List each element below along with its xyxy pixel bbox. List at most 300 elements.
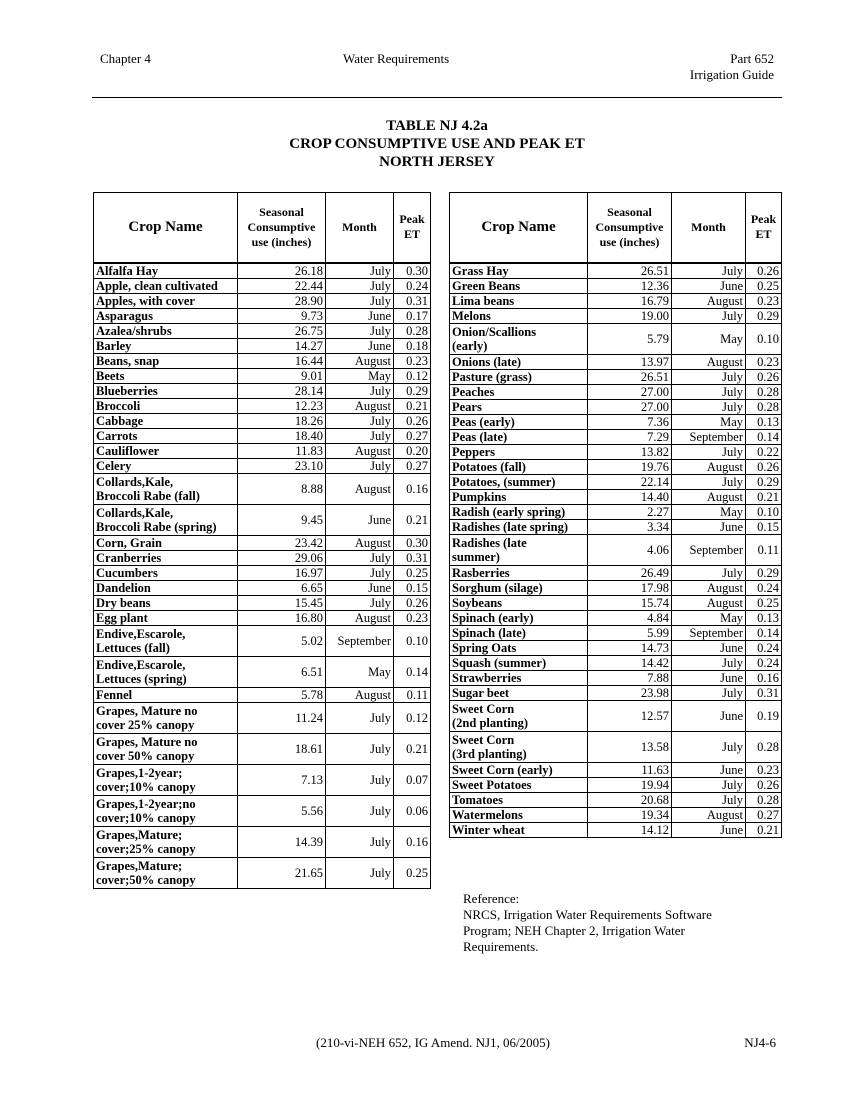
crop-name-cell <box>94 443 238 458</box>
crop-name-line: Celery <box>96 458 132 473</box>
seasonal-use-cell: 19.76 <box>588 459 672 474</box>
peak-et-cell: 0.13 <box>746 610 782 625</box>
footer-page-number: NJ4-6 <box>744 1035 776 1050</box>
crop-name-line: Endive,Escarole, <box>96 657 186 672</box>
seasonal-use-cell: 6.65 <box>238 580 326 595</box>
peak-et-cell: 0.29 <box>746 308 782 323</box>
month-cell: June <box>672 762 746 777</box>
reference-label: Reference: <box>463 891 520 906</box>
crop-name-line: Pumpkins <box>452 489 507 504</box>
peak-et-cell: 0.21 <box>394 504 431 535</box>
seasonal-use-cell: 5.78 <box>238 687 326 702</box>
table-row <box>450 655 782 670</box>
header-guide-name: Irrigation Guide <box>689 67 774 82</box>
peak-et-cell: 0.12 <box>394 368 431 383</box>
crop-name-cell <box>450 278 588 293</box>
peak-et-cell: 0.18 <box>394 338 431 353</box>
table-row <box>450 534 782 565</box>
crop-name-line: Grapes,1-2year; <box>96 765 183 780</box>
footer-citation: (210-vi-NEH 652, IG Amend. NJ1, 06/2005) <box>316 1035 550 1050</box>
crop-name-cell <box>450 640 588 655</box>
table-row <box>94 338 431 353</box>
table-row <box>94 565 431 580</box>
peak-et-cell: 0.12 <box>394 702 431 733</box>
seasonal-use-cell: 5.99 <box>588 625 672 640</box>
peak-et-cell: 0.16 <box>394 473 431 504</box>
crop-rows-left <box>94 263 431 889</box>
peak-et-cell: 0.21 <box>394 733 431 764</box>
seasonal-use-cell: 19.34 <box>588 807 672 822</box>
table-row <box>94 398 431 413</box>
crop-rows-right <box>450 263 782 838</box>
month-cell: August <box>672 489 746 504</box>
seasonal-use-cell: 13.58 <box>588 731 672 762</box>
month-cell: June <box>326 338 394 353</box>
seasonal-use-cell: 21.65 <box>238 857 326 888</box>
crop-name-cell <box>450 777 588 792</box>
month-cell: August <box>672 459 746 474</box>
month-cell: July <box>672 308 746 323</box>
peak-et-cell: 0.26 <box>746 777 782 792</box>
table-row <box>94 795 431 826</box>
table-row <box>94 625 431 656</box>
table-row <box>94 263 431 279</box>
crop-name-line: Peppers <box>452 444 496 459</box>
peak-et-cell: 0.11 <box>746 534 782 565</box>
seasonal-use-cell: 14.42 <box>588 655 672 670</box>
month-cell: May <box>326 656 394 687</box>
crop-name-cell <box>450 293 588 308</box>
crop-name-line: Sugar beet <box>452 685 510 700</box>
table-row <box>94 687 431 702</box>
crop-name-line: Broccoli Rabe (spring) <box>96 519 217 534</box>
col-crop-name: Crop Name <box>450 193 588 263</box>
seasonal-use-cell: 3.34 <box>588 519 672 534</box>
peak-et-cell: 0.29 <box>746 565 782 580</box>
seasonal-use-cell: 8.88 <box>238 473 326 504</box>
crop-name-cell <box>450 792 588 807</box>
crop-name-line: Grapes,1-2year;no <box>96 796 196 811</box>
header-part-number: Part 652 <box>730 51 774 66</box>
seasonal-use-cell: 28.14 <box>238 383 326 398</box>
month-cell: July <box>326 826 394 857</box>
crop-name-line: Alfalfa Hay <box>96 263 159 278</box>
month-cell: July <box>326 383 394 398</box>
month-cell: July <box>326 293 394 308</box>
seasonal-use-cell: 18.26 <box>238 413 326 428</box>
crop-name-cell <box>450 762 588 777</box>
table-row <box>94 733 431 764</box>
month-cell: May <box>672 414 746 429</box>
month-cell: September <box>672 429 746 444</box>
crop-name-cell <box>94 368 238 383</box>
peak-et-cell: 0.10 <box>394 625 431 656</box>
month-cell: August <box>672 595 746 610</box>
month-cell: July <box>326 413 394 428</box>
crop-name-cell <box>450 444 588 459</box>
seasonal-use-cell: 16.80 <box>238 610 326 625</box>
crop-name-cell <box>94 323 238 338</box>
crop-name-line: cover;50% canopy <box>96 872 196 887</box>
seasonal-use-cell: 6.51 <box>238 656 326 687</box>
peak-et-cell: 0.26 <box>746 369 782 384</box>
col-peak-et: Peak ET <box>394 193 431 263</box>
seasonal-use-cell: 2.27 <box>588 504 672 519</box>
peak-et-cell: 0.26 <box>746 459 782 474</box>
peak-et-cell: 0.28 <box>394 323 431 338</box>
month-cell: May <box>672 323 746 354</box>
table-row <box>450 670 782 685</box>
month-cell: August <box>326 398 394 413</box>
crop-name-cell <box>450 474 588 489</box>
seasonal-use-cell: 26.51 <box>588 369 672 384</box>
month-cell: July <box>326 550 394 565</box>
crop-name-cell <box>450 565 588 580</box>
peak-et-cell: 0.28 <box>746 792 782 807</box>
table-row <box>450 685 782 700</box>
crop-name-cell <box>450 308 588 323</box>
table-row <box>450 625 782 640</box>
crop-name-cell <box>94 687 238 702</box>
seasonal-use-cell: 13.82 <box>588 444 672 459</box>
crop-name-cell <box>94 458 238 473</box>
peak-et-cell: 0.19 <box>746 700 782 731</box>
peak-et-cell: 0.16 <box>394 826 431 857</box>
crop-name-cell <box>450 354 588 369</box>
crop-name-line: summer) <box>452 549 500 564</box>
month-cell: July <box>672 384 746 399</box>
month-cell: June <box>672 278 746 293</box>
crop-name-line: Cranberries <box>96 550 162 565</box>
crop-name-line: Green Beans <box>452 278 521 293</box>
col-month: Month <box>672 193 746 263</box>
crop-name-line: Collards,Kale, <box>96 505 174 520</box>
table-row <box>94 383 431 398</box>
crop-name-line: Spring Oats <box>452 640 517 655</box>
crop-name-line: Sweet Corn <box>452 732 515 747</box>
crop-name-line: Corn, Grain <box>96 535 162 550</box>
month-cell: July <box>326 795 394 826</box>
peak-et-cell: 0.20 <box>394 443 431 458</box>
crop-name-line: Onion/Scallions <box>452 324 537 339</box>
peak-et-cell: 0.31 <box>394 550 431 565</box>
table-row <box>450 293 782 308</box>
crop-name-cell <box>450 429 588 444</box>
peak-et-cell: 0.23 <box>394 353 431 368</box>
month-cell: June <box>326 580 394 595</box>
table-row <box>450 610 782 625</box>
peak-et-cell: 0.31 <box>394 293 431 308</box>
title-line-3: NORTH JERSEY <box>379 154 495 170</box>
crop-name-cell <box>450 263 588 279</box>
seasonal-use-cell: 15.45 <box>238 595 326 610</box>
crop-name-line: Radish (early spring) <box>452 504 566 519</box>
peak-et-cell: 0.24 <box>394 278 431 293</box>
month-cell: July <box>672 731 746 762</box>
peak-et-cell: 0.06 <box>394 795 431 826</box>
peak-et-cell: 0.23 <box>746 293 782 308</box>
month-cell: July <box>326 857 394 888</box>
table-row <box>450 459 782 474</box>
crop-name-line: Lettuces (fall) <box>96 640 170 655</box>
table-row <box>450 263 782 279</box>
table-row <box>94 308 431 323</box>
crop-name-line: Sweet Corn <box>452 701 515 716</box>
crop-name-cell <box>450 700 588 731</box>
crop-name-line: Cucumbers <box>96 565 158 580</box>
seasonal-use-cell: 11.63 <box>588 762 672 777</box>
crop-name-cell <box>94 413 238 428</box>
seasonal-use-cell: 5.56 <box>238 795 326 826</box>
crop-name-line: Melons <box>452 308 491 323</box>
month-cell: August <box>326 353 394 368</box>
month-cell: July <box>672 685 746 700</box>
table-row <box>94 443 431 458</box>
crop-name-cell <box>94 857 238 888</box>
table-row <box>94 278 431 293</box>
table-row <box>94 610 431 625</box>
peak-et-cell: 0.11 <box>394 687 431 702</box>
crop-name-line: Spinach (early) <box>452 610 534 625</box>
crop-name-cell <box>450 655 588 670</box>
crop-name-line: Peaches <box>452 384 495 399</box>
table-row <box>450 700 782 731</box>
crop-name-line: Lima beans <box>452 293 515 308</box>
table-row <box>94 580 431 595</box>
crop-name-cell <box>94 826 238 857</box>
month-cell: July <box>672 474 746 489</box>
seasonal-use-cell: 14.12 <box>588 822 672 837</box>
crop-name-line: cover;10% canopy <box>96 779 196 794</box>
crop-name-cell <box>450 414 588 429</box>
crop-name-line: Endive,Escarole, <box>96 626 186 641</box>
crop-name-cell <box>94 795 238 826</box>
seasonal-use-cell: 7.13 <box>238 764 326 795</box>
peak-et-cell: 0.30 <box>394 263 431 279</box>
peak-et-cell: 0.27 <box>394 428 431 443</box>
crop-name-cell <box>94 338 238 353</box>
crop-name-line: Broccoli <box>96 398 141 413</box>
table-row <box>450 807 782 822</box>
peak-et-cell: 0.27 <box>394 458 431 473</box>
seasonal-use-cell: 4.84 <box>588 610 672 625</box>
peak-et-cell: 0.23 <box>746 354 782 369</box>
crop-name-cell <box>450 610 588 625</box>
peak-et-cell: 0.23 <box>394 610 431 625</box>
seasonal-use-cell: 7.36 <box>588 414 672 429</box>
seasonal-use-cell: 19.00 <box>588 308 672 323</box>
crop-name-cell <box>450 625 588 640</box>
seasonal-use-cell: 7.88 <box>588 670 672 685</box>
crop-name-line: Broccoli Rabe (fall) <box>96 488 200 503</box>
crop-name-line: Asparagus <box>96 308 153 323</box>
table-row <box>94 293 431 308</box>
seasonal-use-cell: 26.51 <box>588 263 672 279</box>
crop-name-cell <box>94 308 238 323</box>
crop-name-cell <box>94 353 238 368</box>
crop-name-cell <box>450 369 588 384</box>
crop-name-cell <box>94 383 238 398</box>
month-cell: August <box>672 807 746 822</box>
month-cell: September <box>672 625 746 640</box>
seasonal-use-cell: 28.90 <box>238 293 326 308</box>
seasonal-use-cell: 22.14 <box>588 474 672 489</box>
reference-note <box>463 891 763 955</box>
crop-name-cell <box>450 459 588 474</box>
month-cell: June <box>672 519 746 534</box>
crop-name-line: cover 50% canopy <box>96 748 195 763</box>
table-row <box>94 595 431 610</box>
month-cell: July <box>672 655 746 670</box>
table-row <box>94 428 431 443</box>
col-crop-name: Crop Name <box>94 193 238 263</box>
crop-name-cell <box>450 670 588 685</box>
crop-name-line: Grapes, Mature no <box>96 703 198 718</box>
peak-et-cell: 0.21 <box>746 489 782 504</box>
title-line-2: CROP CONSUMPTIVE USE AND PEAK ET <box>289 136 585 152</box>
crop-name-line: Grapes,Mature; <box>96 858 183 873</box>
seasonal-use-cell: 12.57 <box>588 700 672 731</box>
peak-et-cell: 0.26 <box>394 413 431 428</box>
title-line-1: TABLE NJ 4.2a <box>386 118 488 134</box>
peak-et-cell: 0.26 <box>394 595 431 610</box>
crop-name-line: Blueberries <box>96 383 158 398</box>
table-title <box>0 117 850 171</box>
crop-name-line: Strawberries <box>452 670 522 685</box>
month-cell: August <box>326 610 394 625</box>
crop-name-cell <box>94 580 238 595</box>
crop-name-cell <box>94 473 238 504</box>
crop-name-line: Potatoes, (summer) <box>452 474 556 489</box>
crop-name-line: Grapes,Mature; <box>96 827 183 842</box>
crop-name-cell <box>94 278 238 293</box>
month-cell: July <box>672 263 746 279</box>
seasonal-use-cell: 15.74 <box>588 595 672 610</box>
crop-name-cell <box>450 731 588 762</box>
peak-et-cell: 0.31 <box>746 685 782 700</box>
crop-name-cell <box>94 565 238 580</box>
month-cell: June <box>326 504 394 535</box>
seasonal-use-cell: 9.01 <box>238 368 326 383</box>
crop-name-line: Apples, with cover <box>96 293 195 308</box>
crop-name-line: Cauliflower <box>96 443 160 458</box>
seasonal-use-cell: 29.06 <box>238 550 326 565</box>
crop-name-cell <box>94 733 238 764</box>
seasonal-use-cell: 17.98 <box>588 580 672 595</box>
crop-name-cell <box>450 384 588 399</box>
crop-name-cell <box>450 489 588 504</box>
month-cell: July <box>326 595 394 610</box>
month-cell: August <box>326 687 394 702</box>
crop-name-line: Cabbage <box>96 413 144 428</box>
peak-et-cell: 0.14 <box>746 429 782 444</box>
peak-et-cell: 0.14 <box>746 625 782 640</box>
crop-table-right <box>449 192 782 838</box>
table-row <box>450 519 782 534</box>
crop-name-cell <box>94 535 238 550</box>
table-row <box>450 489 782 504</box>
month-cell: August <box>326 535 394 550</box>
seasonal-use-cell: 26.49 <box>588 565 672 580</box>
crop-name-cell <box>450 504 588 519</box>
peak-et-cell: 0.24 <box>746 655 782 670</box>
crop-name-line: (2nd planting) <box>452 715 529 730</box>
month-cell: July <box>326 733 394 764</box>
crop-name-line: (early) <box>452 338 488 353</box>
crop-name-cell <box>450 807 588 822</box>
crop-name-line: Carrots <box>96 428 138 443</box>
month-cell: July <box>672 369 746 384</box>
crop-name-cell <box>450 519 588 534</box>
table-row <box>94 473 431 504</box>
header-section: Water Requirements <box>343 51 450 66</box>
seasonal-use-cell: 18.40 <box>238 428 326 443</box>
crop-name-cell <box>94 702 238 733</box>
table-row <box>94 764 431 795</box>
month-cell: May <box>672 504 746 519</box>
crop-name-cell <box>94 398 238 413</box>
col-month: Month <box>326 193 394 263</box>
month-cell: June <box>672 670 746 685</box>
reference-text: NRCS, Irrigation Water Requirements Software Program; NEH Chapter 2, Irrigation Water Requirements. <box>463 907 712 954</box>
seasonal-use-cell: 23.98 <box>588 685 672 700</box>
seasonal-use-cell: 14.73 <box>588 640 672 655</box>
table-row <box>450 504 782 519</box>
month-cell: July <box>326 278 394 293</box>
seasonal-use-cell: 4.06 <box>588 534 672 565</box>
table-row <box>94 458 431 473</box>
table-row <box>450 822 782 837</box>
month-cell: June <box>672 700 746 731</box>
crop-name-line: Onions (late) <box>452 354 522 369</box>
crop-name-cell <box>450 822 588 837</box>
seasonal-use-cell: 16.97 <box>238 565 326 580</box>
month-cell: August <box>326 443 394 458</box>
peak-et-cell: 0.26 <box>746 263 782 279</box>
peak-et-cell: 0.28 <box>746 399 782 414</box>
crop-name-line: Pears <box>452 399 482 414</box>
month-cell: July <box>326 323 394 338</box>
table-row <box>450 384 782 399</box>
seasonal-use-cell: 12.23 <box>238 398 326 413</box>
month-cell: September <box>326 625 394 656</box>
table-row <box>94 857 431 888</box>
month-cell: June <box>326 308 394 323</box>
crop-name-cell <box>450 534 588 565</box>
crop-name-line: Radishes (late spring) <box>452 519 568 534</box>
seasonal-use-cell: 26.18 <box>238 263 326 279</box>
seasonal-use-cell: 14.40 <box>588 489 672 504</box>
peak-et-cell: 0.16 <box>746 670 782 685</box>
peak-et-cell: 0.29 <box>746 474 782 489</box>
peak-et-cell: 0.25 <box>394 565 431 580</box>
crop-name-line: Rasberries <box>452 565 510 580</box>
table-row <box>450 308 782 323</box>
crop-name-line: Lettuces (spring) <box>96 671 187 686</box>
table-row <box>450 354 782 369</box>
crop-name-cell <box>94 656 238 687</box>
table-row <box>450 429 782 444</box>
crop-name-line: Grass Hay <box>452 263 509 278</box>
crop-name-line: Watermelons <box>452 807 523 822</box>
header-chapter: Chapter 4 <box>100 51 151 66</box>
crop-name-line: Apple, clean cultivated <box>96 278 218 293</box>
month-cell: July <box>672 399 746 414</box>
table-row <box>94 323 431 338</box>
seasonal-use-cell: 11.24 <box>238 702 326 733</box>
seasonal-use-cell: 23.10 <box>238 458 326 473</box>
seasonal-use-cell: 12.36 <box>588 278 672 293</box>
